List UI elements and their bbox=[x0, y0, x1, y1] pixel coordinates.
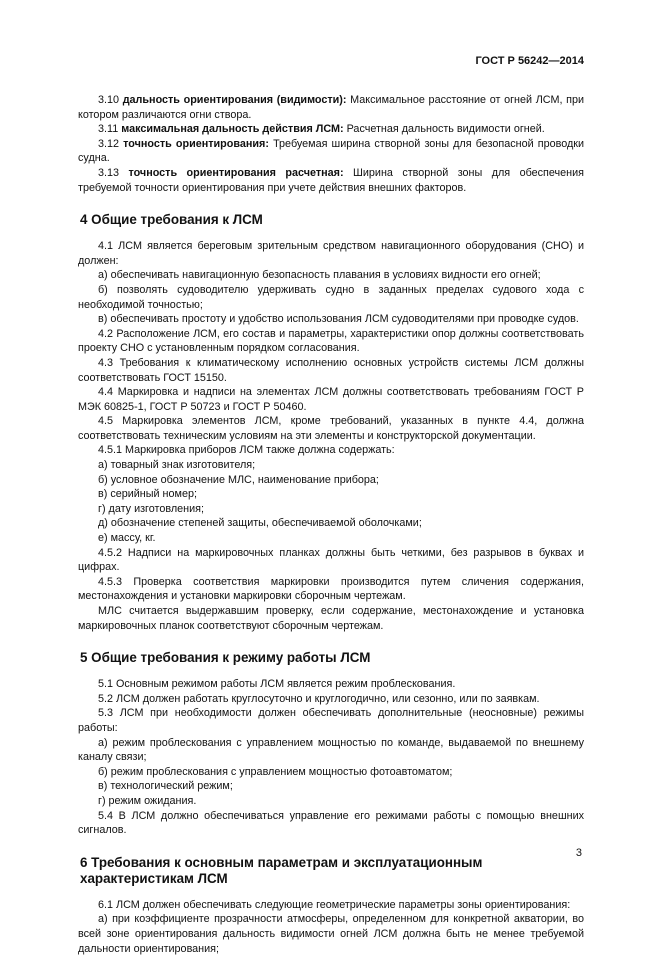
list-item: в) технологический режим; bbox=[98, 780, 233, 793]
list-item: в) серийный номер; bbox=[98, 488, 197, 501]
definition-term: точность ориентирования: bbox=[123, 137, 269, 150]
paragraph-4-5-2: 4.5.2 Надписи на маркировочных планках должны быть четкими, без разрывов в буквах и цифрах. bbox=[78, 546, 584, 574]
paragraph-4-4: 4.4 Маркировка и надписи на элементах ЛСМ должны соответствовать требованиям ГОСТ Р МЭК 60825-1, ГОСТ Р 50723 и ГОСТ Р 50460. bbox=[78, 386, 584, 413]
list-item: е) массу, кг. bbox=[98, 532, 156, 545]
paragraph-4-5-1: 4.5.1 Маркировка приборов ЛСМ также должна содержать: bbox=[98, 444, 395, 457]
paragraph-5-1: 5.1 Основным режимом работы ЛСМ является режим проблескования. bbox=[98, 678, 456, 691]
paragraph-4-5-3: 4.5.3 Проверка соответствия маркировки производится путем сличения содержания, местонахождения и установки маркировки сборочным чертежам. bbox=[78, 575, 584, 603]
section-4-heading: 4 Общие требования к ЛСМ bbox=[80, 212, 263, 228]
section-6-heading-line-1: 6 Требования к основным параметрам и эксплуатационным bbox=[80, 854, 483, 870]
definition-text: Максимальное расстояние от огней ЛСМ, при котором различаются огни створа. bbox=[78, 94, 585, 121]
paragraph-5-2: 5.2 ЛСМ должен работать круглосуточно и круглогодично, или сезонно, или по заявкам. bbox=[98, 692, 540, 705]
definition-3-10 bbox=[78, 93, 584, 122]
paragraph: МЛС считается выдержавшим проверку, если содержание, местонахождение и установка маркировочных планок соответствуют сборочным чертежам. bbox=[78, 605, 584, 632]
section-6-heading bbox=[78, 855, 584, 887]
page-number: 3 bbox=[575, 847, 582, 859]
list-item: г) дату изготовления; bbox=[98, 502, 204, 515]
list-item: б) условное обозначение МЛС, наименование прибора; bbox=[98, 473, 379, 486]
list-item: в) обеспечивать простоту и удобство использования ЛСМ судоводителями при проводке судов. bbox=[98, 313, 579, 326]
definition-3-11 bbox=[78, 122, 584, 137]
document-code: ГОСТ Р 56242—2014 bbox=[475, 55, 584, 67]
paragraph-4-5: 4.5 Маркировка элементов ЛСМ, кроме требований, указанных в пункте 4.4, должна соответствовать техническим условиям на эти элементы и конструкторской документации. bbox=[78, 415, 584, 442]
section-5-heading: 5 Общие требования к режиму работы ЛСМ bbox=[80, 650, 371, 666]
list-item: а) товарный знак изготовителя; bbox=[98, 459, 256, 472]
list-item: б) режим проблескования с управлением мощностью фотоавтоматом; bbox=[98, 765, 453, 778]
page-content bbox=[78, 93, 584, 956]
paragraph-6-1: 6.1 ЛСМ должен обеспечивать следующие геометрические параметры зоны ориентирования: bbox=[98, 898, 571, 911]
definition-term: точность ориентирования расчетная: bbox=[128, 166, 344, 179]
section-6-heading-line-2: характеристикам ЛСМ bbox=[80, 870, 228, 886]
list-item: д) обозначение степеней защиты, обеспечиваемой оболочками; bbox=[98, 517, 422, 530]
paragraph-4-1: 4.1 ЛСМ является береговым зрительным средством навигационного оборудования (СНО) и должен: bbox=[78, 240, 584, 267]
list-item: г) режим ожидания. bbox=[98, 794, 197, 807]
definition-text: Требуемая ширина створной зоны для безопасной проводки судна. bbox=[78, 137, 585, 165]
definition-number: 3.11 bbox=[98, 123, 119, 136]
definition-text: Ширина створной зоны для обеспечения требуемой точности ориентирования при учете действия внешних факторов. bbox=[78, 166, 585, 194]
definition-3-13 bbox=[78, 166, 584, 195]
definition-text: Расчетная дальность видимости огней. bbox=[346, 123, 545, 136]
paragraph-5-4: 5.4 В ЛСМ должно обеспечиваться управление его режимами работы с помощью внешних сигналов. bbox=[78, 809, 584, 837]
definition-number: 3.13 bbox=[98, 166, 120, 179]
definition-3-12 bbox=[78, 137, 584, 166]
list-item: б) позволять судоводителю удерживать судно в заданных пределах судового хода с необходимой точностью; bbox=[78, 283, 584, 311]
paragraph-5-3: 5.3 ЛСМ при необходимости должен обеспечивать дополнительные (неосновные) режимы работы: bbox=[78, 707, 584, 734]
list-item: а) режим проблескования с управлением мощностью по команде, выдаваемой по внешнему каналу связи; bbox=[78, 736, 584, 764]
definition-number: 3.12 bbox=[98, 137, 120, 150]
paragraph-4-2: 4.2 Расположение ЛСМ, его состав и параметры, характеристики опор должны соответствовать проекту СНО с установленным порядком согласования. bbox=[78, 327, 584, 355]
list-item: а) обеспечивать навигационную безопасность плавания в условиях видности его огней; bbox=[98, 269, 541, 282]
definition-term: максимальная дальность действия ЛСМ: bbox=[121, 123, 344, 136]
definition-number: 3.10 bbox=[98, 94, 120, 106]
list-item: а) при коэффициенте прозрачности атмосферы, определенном для конкретной акватории, во всей зоне ориентирования дальность видимости огней ЛСМ должна быть не менее требуемой дальности ориентирования; bbox=[78, 913, 584, 955]
paragraph-4-3: 4.3 Требования к климатическому исполнению основных устройств системы ЛСМ должны соответствовать ГОСТ 15150. bbox=[78, 356, 584, 384]
definition-term: дальность ориентирования (видимости): bbox=[122, 94, 347, 106]
